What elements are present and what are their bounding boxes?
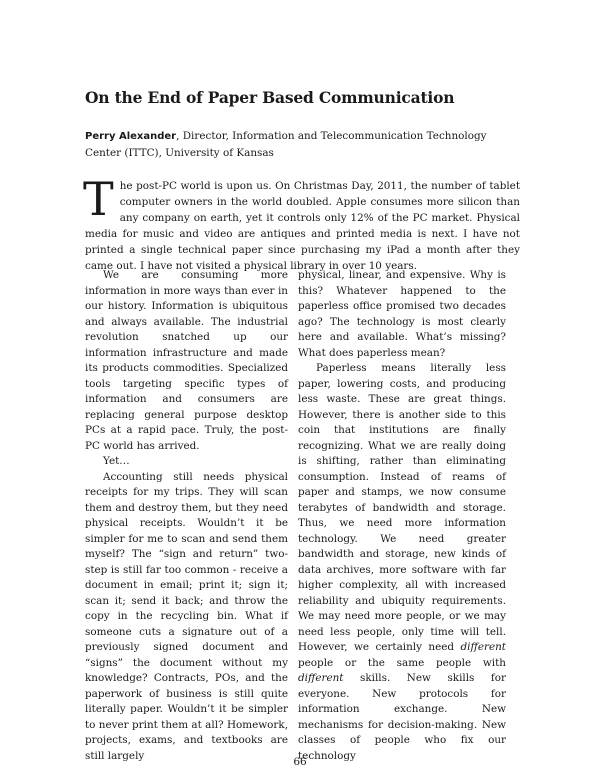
right-column — [298, 268, 506, 764]
body-paragraph: physical, linear, and expensive. Why is this? Whatever happened to the paperless office promised two decades ago? The technology is most clearly here and available. What’s missing? What does paperless mean? — [298, 269, 506, 359]
body-paragraph: Yet… — [103, 455, 130, 467]
drop-cap: T — [83, 172, 114, 226]
author-byline — [85, 128, 525, 161]
body-paragraph: We are consuming more information in more ways than ever in our history. Information is ubiquitous and always available. The industrial revolution snatched up our information infrastructure and made its products commodities. Specialized tools targeting specific types of information and consumers are replacing general purpose desktop PCs at a rapid pace. Truly, the post-PC world has arrived. — [85, 269, 288, 452]
emphasis: different — [460, 641, 506, 653]
author-name: Perry Alexander — [85, 131, 177, 142]
text-run: people or the same people with — [298, 656, 506, 669]
body-paragraph: Accounting still needs physical receipts for my trips. They will scan them and destroy them, but they need physical receipts. Wouldn’t it be simpler for me to scan and send them myself? The “sign and return” two-step is still far too common - receive a document in email; print it; sign it; scan it; send it back; and throw the copy in the recycling bin. What if someone cuts a signature out of a previously signed document and “signs” the document without my knowledge? Contracts, POs, and the paperwork of business is still quite literally paper. Wouldn’t it be simpler to never print them at all? Homework, projects, exams, and textbooks are still largely — [85, 470, 288, 762]
text-run: Paperless means literally less paper, lowering costs, and producing less waste. These are great things. However, there is another side to this coin that institutions are finally recognizing. What we are really doing is shifting, rather than eliminating consumption. Instead of reams of paper and stamps, we now consume terabytes of bandwidth and storage. Thus, we need more information technology. We need greater bandwidth and storage, new kinds of data archives, more software with far higher complexity, all with increased reliability and ubiquity requirements. We may need more people, or we may need less people, only time will tell. However, we certainly need — [298, 362, 506, 653]
left-column — [85, 268, 288, 764]
text-run: skills. New skills for everyone. New protocols for information exchange. New mechanisms for decision-making. New classes of people who fix our technology — [298, 672, 506, 762]
author-affiliation: , Director, Information and Telecommunication Technology Center (ITTC), University of Kansas — [85, 130, 487, 159]
paper-title: On the End of Paper Based Communication — [85, 88, 455, 107]
abstract-text: he post-PC world is upon us. On Christmas Day, 2011, the number of tablet computer owners in the world doubled. Apple consumes more silicon than any company on earth, yet it controls only 12% of the PC market. Physical media for music and video are antiques and printed media is next. I have not printed a single technical paper since purchasing my iPad a month after they came out. I have not visited a physical library in over 10 years. — [85, 180, 520, 272]
emphasis: different — [298, 672, 344, 684]
page-number: 66 — [293, 756, 307, 768]
abstract — [83, 172, 520, 274]
body-paragraph — [298, 361, 506, 764]
